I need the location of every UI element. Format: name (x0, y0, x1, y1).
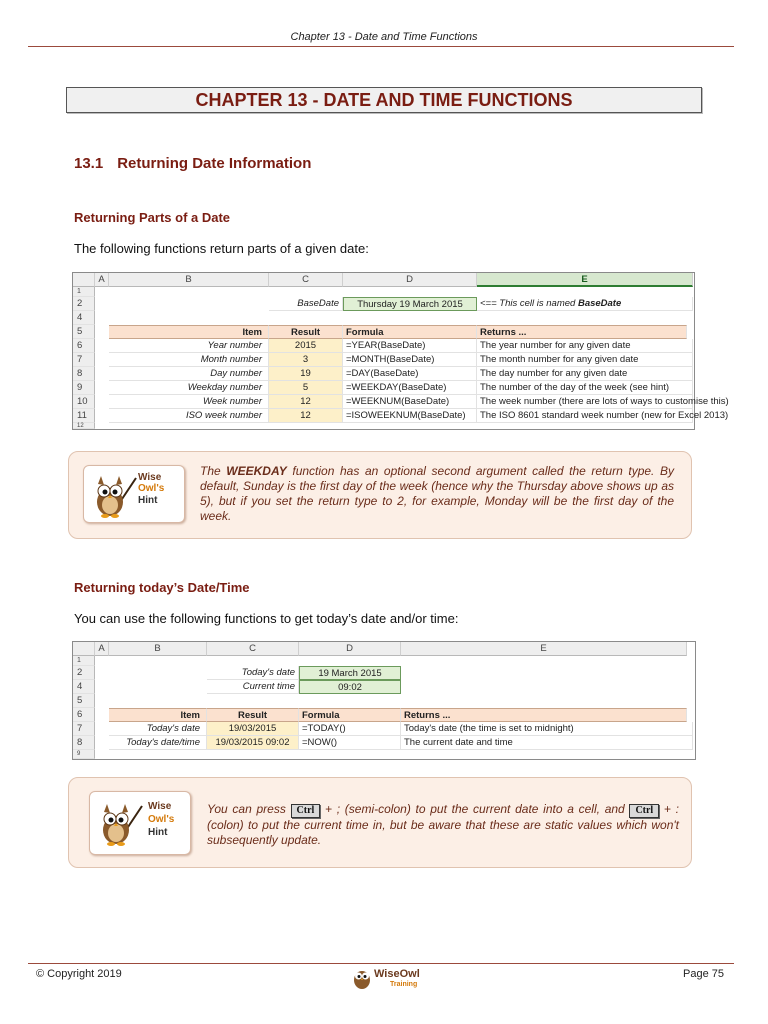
section-number: 13.1 (74, 155, 104, 172)
column-header-selected[interactable]: E (477, 273, 693, 287)
formula-cell[interactable]: =DAY(BaseDate) (343, 367, 477, 381)
running-header: Chapter 13 - Date and Time Functions (290, 31, 478, 43)
returns-cell[interactable]: The week number (there are lots of ways to customise this) (477, 395, 693, 409)
table-row (73, 339, 694, 353)
ctrl-key-2: Ctrl (629, 804, 659, 818)
current-time-cell[interactable]: 09:02 (299, 680, 401, 694)
formula-cell[interactable]: =NOW() (299, 736, 401, 750)
basedate-note-name: BaseDate (577, 298, 622, 309)
table-header-formula: Formula (343, 325, 477, 339)
column-header[interactable]: C (269, 273, 343, 287)
row-number: 5 (73, 325, 95, 339)
item-cell[interactable]: Weekday number (109, 381, 269, 395)
row-number: 8 (73, 367, 95, 381)
hint-logo-wise: Wise (148, 801, 172, 812)
formula-cell[interactable]: =ISOWEEKNUM(BaseDate) (343, 409, 477, 423)
ctrl-key-1: Ctrl (291, 804, 321, 818)
section-heading (74, 155, 311, 172)
spreadsheet-date-parts[interactable] (72, 272, 729, 430)
hint-text-shortcuts (207, 802, 679, 848)
current-time-label: Current time (207, 680, 299, 694)
hint-logo-wise: Wise (138, 472, 162, 483)
result-cell[interactable]: 2015 (269, 339, 343, 353)
hint-text-post: function has an optional second argument called the return type. By default, Sunday is the first day of the week (hence why the Thursday above shows up as 5), but if you set the return type to 2, for example, Monday will be the first day of the week. (200, 464, 674, 523)
hint-logo-owls: Owl's (148, 814, 175, 825)
hint-box-shortcuts (68, 777, 692, 868)
row-number: 7 (73, 353, 95, 367)
page-number: Page 75 (683, 968, 724, 980)
table-row (73, 367, 694, 381)
result-cell[interactable]: 19/03/2015 09:02 (207, 736, 299, 750)
item-cell[interactable]: Today's date (109, 722, 207, 736)
returns-cell[interactable]: The year number for any given date (477, 339, 693, 353)
formula-cell[interactable]: =WEEKNUM(BaseDate) (343, 395, 477, 409)
column-header[interactable]: E (401, 642, 687, 656)
footer-rule (28, 963, 734, 964)
table-row (73, 722, 695, 736)
row-number: 2 (73, 297, 95, 311)
todays-date-label: Today's date (207, 666, 299, 680)
wiseowl-training-logo (352, 966, 432, 992)
hint-logo-hint: Hint (138, 495, 158, 506)
footer-logo-word: WiseOwl (374, 968, 420, 980)
result-cell[interactable]: 19 (269, 367, 343, 381)
table-header-returns: Returns ... (477, 325, 687, 339)
returns-cell[interactable]: The current date and time (401, 736, 693, 750)
result-cell[interactable]: 12 (269, 395, 343, 409)
column-header-row (73, 273, 694, 287)
table-row (73, 381, 694, 395)
table-row (73, 353, 694, 367)
row-number: 2 (73, 666, 95, 680)
row-number: 1 (73, 656, 95, 666)
row-number: 1 (73, 287, 95, 297)
formula-cell[interactable]: =WEEKDAY(BaseDate) (343, 381, 477, 395)
owl-icon (90, 472, 138, 518)
column-header[interactable]: C (207, 642, 299, 656)
hint-text-c: + : (colon) to put the current time in, but be aware that these are static values which won't subsequently update. (207, 802, 679, 847)
todays-date-cell[interactable]: 19 March 2015 (299, 666, 401, 680)
result-cell[interactable]: 3 (269, 353, 343, 367)
hint-logo-owls: Owl's (138, 483, 165, 494)
table-row (73, 395, 729, 409)
column-header[interactable]: D (343, 273, 477, 287)
chapter-title: CHAPTER 13 - DATE AND TIME FUNCTIONS (66, 87, 702, 113)
row-number: 6 (73, 339, 95, 353)
column-header[interactable]: B (109, 273, 269, 287)
row-number: 11 (73, 409, 95, 423)
table-header-formula: Formula (299, 708, 401, 722)
table-header-result: Result (269, 325, 343, 339)
hint-text-weekday (200, 464, 674, 524)
column-header[interactable]: A (95, 642, 109, 656)
basedate-cell[interactable]: Thursday 19 March 2015 (343, 297, 477, 311)
returns-cell[interactable]: The month number for any given date (477, 353, 693, 367)
hint-logo-hint: Hint (148, 827, 168, 838)
formula-cell[interactable]: =TODAY() (299, 722, 401, 736)
column-header[interactable]: A (95, 273, 109, 287)
result-cell[interactable]: 5 (269, 381, 343, 395)
item-cell[interactable]: Month number (109, 353, 269, 367)
formula-cell[interactable]: =YEAR(BaseDate) (343, 339, 477, 353)
table-row (73, 409, 729, 423)
item-cell[interactable]: Year number (109, 339, 269, 353)
table-header-item: Item (109, 325, 269, 339)
header-rule (28, 46, 734, 47)
row-number: 12 (73, 423, 95, 429)
returns-cell[interactable]: The number of the day of the week (see hint) (477, 381, 693, 395)
row-number: 8 (73, 736, 95, 750)
hint-text-b: + ; (semi-colon) to put the current date into a cell, and (320, 802, 630, 816)
result-cell[interactable]: 19/03/2015 (207, 722, 299, 736)
wise-owl-hint-logo (83, 465, 185, 523)
hint-text-pre: The (200, 464, 227, 478)
footer-logo-sub: Training (390, 981, 418, 988)
subheading-parts-of-date: Returning Parts of a Date (74, 210, 231, 225)
basedate-note (477, 297, 693, 311)
item-cell[interactable]: Day number (109, 367, 269, 381)
row-number: 5 (73, 694, 95, 708)
returns-cell[interactable]: The ISO 8601 standard week number (new for Excel 2013) (477, 409, 693, 423)
owl-logo-icon (352, 966, 372, 990)
item-cell[interactable]: Week number (109, 395, 269, 409)
row-number: 9 (73, 750, 95, 759)
wise-owl-hint-logo (89, 791, 191, 855)
column-header[interactable]: D (299, 642, 401, 656)
table-header-returns: Returns ... (401, 708, 687, 722)
owl-icon (96, 798, 144, 848)
table-header-item: Item (109, 708, 207, 722)
subheading-todays-date: Returning today’s Date/Time (74, 580, 250, 595)
row-number: 6 (73, 708, 95, 722)
row-number: 4 (73, 680, 95, 694)
spreadsheet-today[interactable] (72, 641, 696, 760)
section-title: Returning Date Information (117, 155, 312, 172)
row-number: 9 (73, 381, 95, 395)
result-cell[interactable]: 12 (269, 409, 343, 423)
item-cell[interactable]: ISO week number (109, 409, 269, 423)
hint-box-weekday (68, 451, 692, 539)
copyright: © Copyright 2019 (36, 968, 122, 980)
basedate-label: BaseDate (269, 297, 343, 311)
returns-cell[interactable]: Today's date (the time is set to midnight) (401, 722, 693, 736)
row-number: 7 (73, 722, 95, 736)
table-row (73, 736, 695, 750)
returns-cell[interactable]: The day number for any given date (477, 367, 693, 381)
basedate-note-prefix: <== This cell is named (480, 298, 578, 309)
row-number: 10 (73, 395, 95, 409)
formula-cell[interactable]: =MONTH(BaseDate) (343, 353, 477, 367)
hint-text-a: You can press (207, 802, 291, 816)
column-header-row (73, 642, 695, 656)
item-cell[interactable]: Today's date/time (109, 736, 207, 750)
table-header-result: Result (207, 708, 299, 722)
row-number: 4 (73, 311, 95, 325)
column-header[interactable]: B (109, 642, 207, 656)
intro-todays-date: You can use the following functions to get today’s date and/or time: (74, 611, 459, 626)
intro-parts-of-date: The following functions return parts of a given date: (74, 241, 369, 256)
hint-text-function: WEEKDAY (226, 464, 287, 478)
